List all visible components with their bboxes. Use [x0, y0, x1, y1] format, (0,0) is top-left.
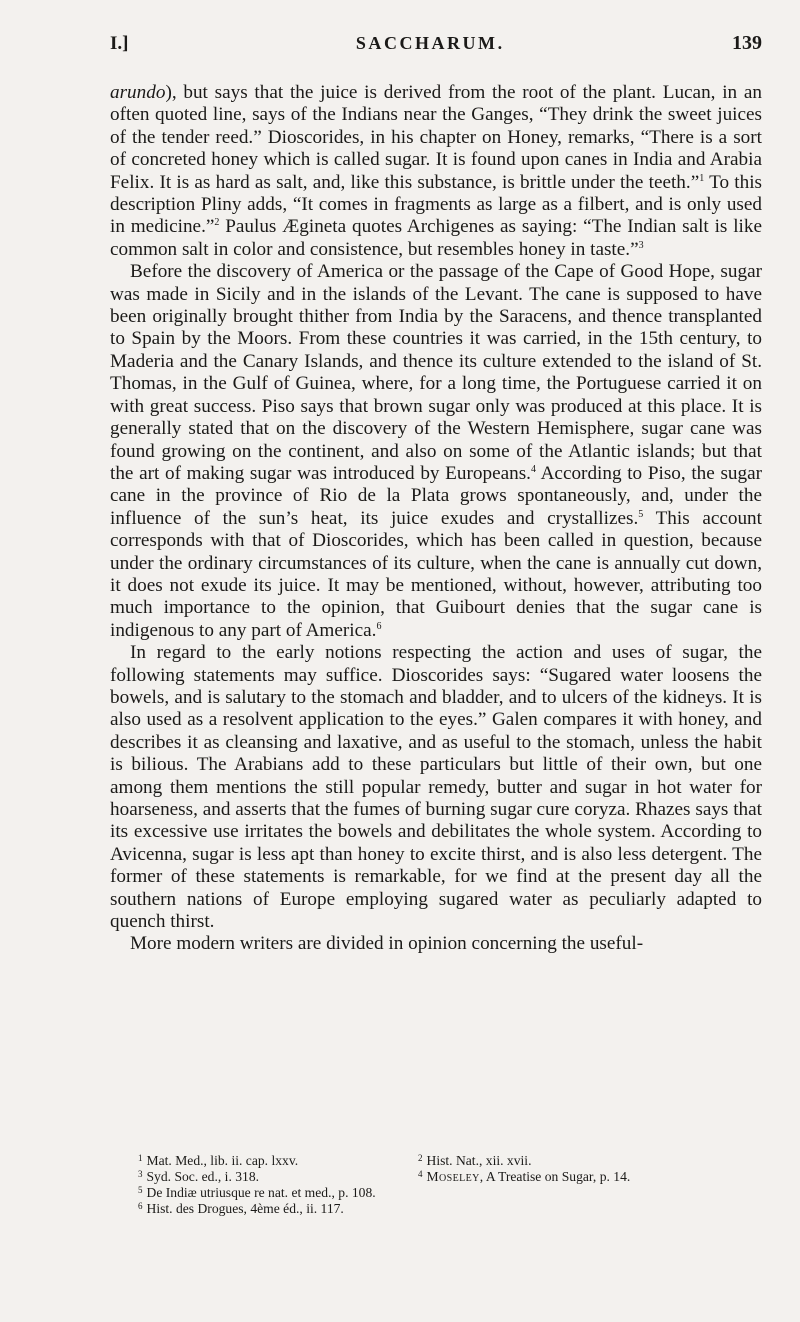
running-title: SACCHARUM.: [355, 33, 505, 53]
footnote-mark: 1: [138, 1153, 143, 1163]
footnote-row: [138, 1169, 762, 1185]
footnote-text: De Indiæ utriusque re nat. et med., p. 108.: [146, 1185, 376, 1200]
footnote-ref: 1: [699, 172, 705, 184]
footnote-ref: 4: [530, 463, 536, 475]
footnote-ref: 5: [638, 508, 644, 520]
footnote: [138, 1185, 418, 1201]
paragraph: [110, 261, 762, 642]
paragraph: [110, 642, 762, 933]
text-run: ), but says that the juice is derived from the root of the plant. Lucan, in an often quoted line, says of the Indians near the Ganges, “They drink the sweet juices of the tender reed.” Dioscorides, in his chapter on Honey, remarks, “There is a sort of concreted honey which is called sugar. It is found upon canes in India and Arabia Felix. It is as hard as salt, and, like this substance, is brittle under the teeth.”: [110, 82, 762, 193]
footnote-mark: 5: [138, 1185, 143, 1195]
italic-text: arundo: [110, 82, 166, 103]
footnote-ref: 3: [638, 239, 644, 251]
paragraph: [110, 933, 762, 955]
footnote-mark: 6: [138, 1201, 143, 1211]
text-run: To this description Pliny adds, “It comes in fragments as large as a filbert, and is only used in medicine.”: [110, 171, 762, 238]
footnote-author: Moseley: [426, 1169, 480, 1184]
text-run: More modern writers are divided in opinion concerning the useful-: [130, 933, 644, 955]
footnote-row: [138, 1201, 762, 1217]
footnote: [138, 1169, 418, 1185]
running-head: [110, 32, 762, 72]
footnotes: [138, 1153, 762, 1217]
page-number: 139: [732, 32, 762, 54]
footnote-text: Hist. Nat., xii. xvii.: [426, 1153, 532, 1168]
footnote-text: , A Treatise on Sugar, p. 14.: [479, 1169, 631, 1184]
text-run: This account corresponds with that of Dioscorides, which has been called in question, because under the ordinary circumstances of its culture, when the cane is annually cut down, it does not exude its juice. It may be mentioned, without, however, attributing too much importance to the opinion, that Guibourt denies that the sugar cane is indigenous to any part of America.: [110, 507, 762, 641]
footnote-mark: 2: [418, 1153, 423, 1163]
text-run: According to Piso, the sugar cane in the province of Rio de la Plata grows spontaneously, and, under the influence of the sun’s heat, its juice exudes and crystallizes.: [110, 462, 763, 529]
footnote-ref: 6: [376, 620, 382, 632]
text-run: Before the discovery of America or the passage of the Cape of Good Hope, sugar was made in Sicily and in the islands of the Levant. The cane is supposed to have been originally brought thither from India by the Saracens, and thence transplanted to Spain by the Moors. From these countries it was carried, in the 15th century, to Maderia and the Canary Islands, and thence its culture extended to the island of St. Thomas, in the Gulf of Guinea, where, for a long time, the Portuguese carried it on with great success. Piso says that brown sugar only was produced at this place. It is generally stated that on the discovery of the Western Hemisphere, sugar cane was found growing on the continent, and also on some of the Atlantic islands; but that the art of making sugar was introduced by Europeans.: [110, 261, 762, 484]
section-mark: I.]: [110, 33, 129, 54]
footnote: [138, 1153, 418, 1169]
body-text: [110, 82, 762, 956]
footnote: [418, 1153, 762, 1169]
footnote: [138, 1201, 418, 1217]
text-run: Paulus Ægineta quotes Archigenes as saying: “The Indian salt is like common salt in color and consistence, but resembles honey in taste.”: [110, 216, 762, 260]
footnote-mark: 3: [138, 1169, 143, 1179]
text-run: In regard to the early notions respecting the action and uses of sugar, the following statements may suffice. Dioscorides says: “Sugared water loosens the bowels, and is salutary to the stomach and bladder, and to ulcers of the kidneys. It is also used as a resolvent application to the eyes.” Galen compares it with honey, and describes it as cleansing and laxative, and as useful to the stomach, unless the habit is bilious. The Arabians add to these particulars but little of their own, but one among them mentions the still popular remedy, butter and sugar in hot water for hoarseness, and asserts that the fumes of burning sugar cure coryza. Rhazes says that its excessive use irritates the bowels and debilitates the whole system. According to Avicenna, sugar is less apt than honey to excite thirst, and is also less detergent. The former of these statements is remarkable, for we find at the present day all the southern nations of Europe employing sugared water as peculiarly adapted to quench thirst.: [110, 642, 762, 933]
footnote-row: [138, 1153, 762, 1169]
footnote-row: [138, 1185, 762, 1201]
paragraph: [110, 82, 762, 261]
footnote: [418, 1169, 762, 1185]
footnote-ref: 2: [214, 217, 220, 229]
footnote-text: Syd. Soc. ed., i. 318.: [146, 1169, 260, 1184]
footnote-text: Mat. Med., lib. ii. cap. lxxv.: [146, 1153, 299, 1168]
footnote-text: Hist. des Drogues, 4ème éd., ii. 117.: [146, 1201, 344, 1216]
footnote-mark: 4: [418, 1169, 423, 1179]
